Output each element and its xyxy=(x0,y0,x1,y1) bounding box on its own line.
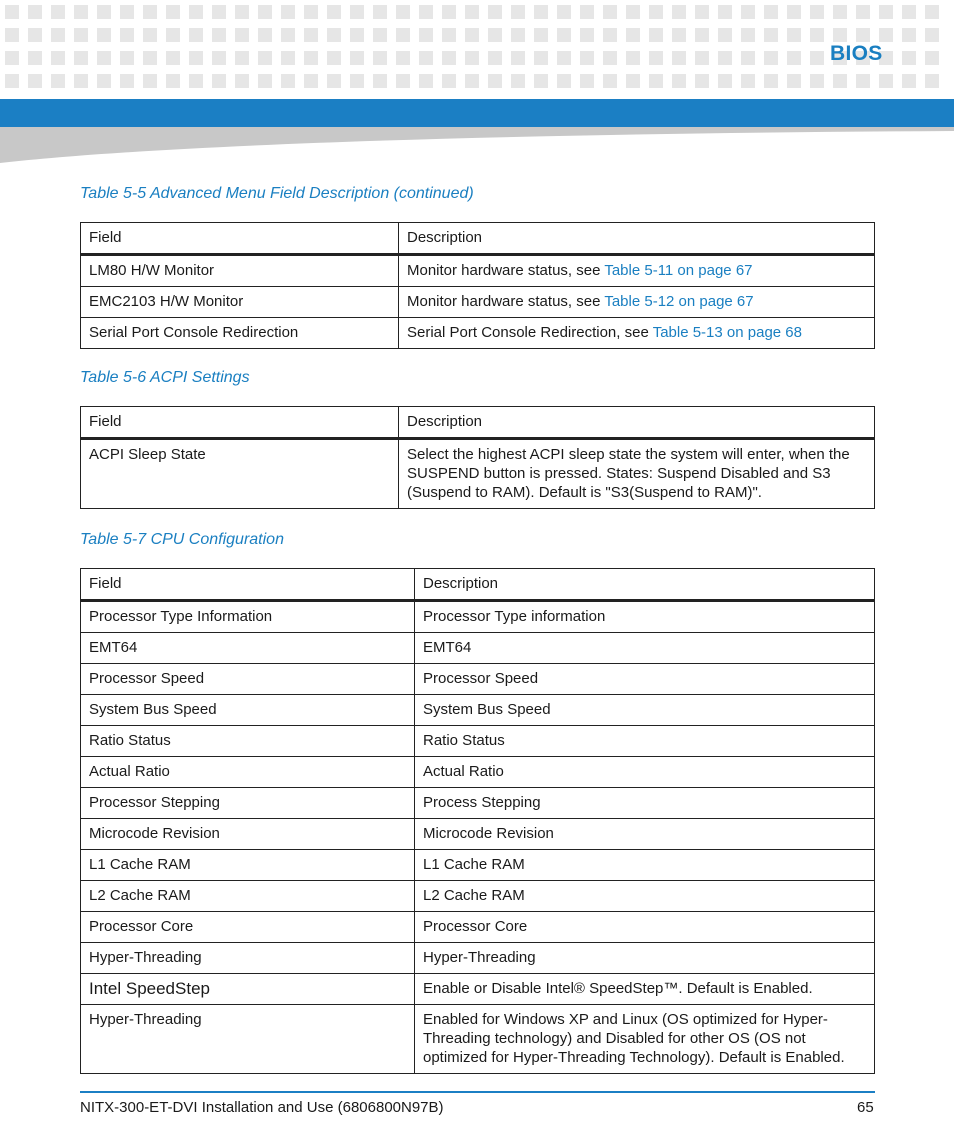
pattern-square xyxy=(580,28,594,42)
pattern-square xyxy=(212,5,226,19)
pattern-square xyxy=(166,51,180,65)
description-cell: Select the highest ACPI sleep state the system will enter, when the SUSPEND button is pressed. States: Suspend Disabled and S3 (Suspend to RAM). Default is "S3(Suspend to RAM)". xyxy=(399,439,875,509)
description-cell: Microcode Revision xyxy=(415,819,875,850)
pattern-square xyxy=(189,5,203,19)
pattern-square xyxy=(741,51,755,65)
description-cell: L1 Cache RAM xyxy=(415,850,875,881)
pattern-square xyxy=(626,51,640,65)
column-header: Field xyxy=(81,223,399,255)
pattern-square xyxy=(718,74,732,88)
pattern-square xyxy=(534,51,548,65)
pattern-square xyxy=(764,51,778,65)
pattern-square xyxy=(488,74,502,88)
field-cell: Processor Stepping xyxy=(81,788,415,819)
pattern-square xyxy=(281,28,295,42)
table-row xyxy=(81,439,875,509)
pattern-square xyxy=(373,51,387,65)
description-cell: System Bus Speed xyxy=(415,695,875,726)
header-band xyxy=(0,99,954,127)
description-cell: Actual Ratio xyxy=(415,757,875,788)
pattern-square xyxy=(442,51,456,65)
pattern-square xyxy=(97,74,111,88)
pattern-square xyxy=(787,28,801,42)
pattern-square xyxy=(695,5,709,19)
table-row xyxy=(81,974,875,1005)
field-cell: ACPI Sleep State xyxy=(81,439,399,509)
cpu-configuration-table xyxy=(80,568,875,1074)
pattern-square xyxy=(189,28,203,42)
table-caption: Table 5-5 Advanced Menu Field Description (continued) xyxy=(80,185,474,202)
footer-rule xyxy=(80,1091,875,1093)
pattern-square xyxy=(281,51,295,65)
pattern-square xyxy=(28,51,42,65)
pattern-square xyxy=(258,28,272,42)
pattern-square xyxy=(695,74,709,88)
pattern-square xyxy=(235,5,249,19)
pattern-square xyxy=(902,28,916,42)
pattern-square xyxy=(74,51,88,65)
field-cell: L2 Cache RAM xyxy=(81,881,415,912)
pattern-square xyxy=(465,28,479,42)
pattern-square xyxy=(603,51,617,65)
pattern-square xyxy=(741,74,755,88)
pattern-square xyxy=(626,5,640,19)
pattern-square xyxy=(488,51,502,65)
table-caption: Table 5-6 ACPI Settings xyxy=(80,369,250,386)
field-cell: Ratio Status xyxy=(81,726,415,757)
table-caption: Table 5-7 CPU Configuration xyxy=(80,531,284,548)
pattern-square xyxy=(649,28,663,42)
field-cell: Microcode Revision xyxy=(81,819,415,850)
pattern-square xyxy=(925,51,939,65)
pattern-square xyxy=(212,51,226,65)
pattern-square xyxy=(350,28,364,42)
pattern-square xyxy=(810,51,824,65)
pattern-square xyxy=(672,28,686,42)
description-text: Monitor hardware status, see xyxy=(407,262,605,279)
description-cell: Processor Speed xyxy=(415,664,875,695)
description-cell xyxy=(399,255,875,287)
field-cell: Processor Type Information xyxy=(81,601,415,633)
table-header-row xyxy=(81,407,875,439)
pattern-square xyxy=(235,74,249,88)
pattern-square xyxy=(741,5,755,19)
pattern-square xyxy=(833,74,847,88)
field-cell: Hyper-Threading xyxy=(81,1005,415,1074)
pattern-square xyxy=(879,5,893,19)
description-cell: Hyper-Threading xyxy=(415,943,875,974)
pattern-square xyxy=(902,51,916,65)
pattern-square xyxy=(258,5,272,19)
table-header-row xyxy=(81,569,875,601)
table-row xyxy=(81,287,875,318)
table-row xyxy=(81,318,875,349)
field-cell: EMC2103 H/W Monitor xyxy=(81,287,399,318)
pattern-square xyxy=(442,28,456,42)
pattern-square xyxy=(718,28,732,42)
pattern-square xyxy=(97,51,111,65)
pattern-square xyxy=(764,5,778,19)
pattern-square xyxy=(396,5,410,19)
field-cell: Intel SpeedStep xyxy=(81,974,415,1005)
pattern-square xyxy=(764,74,778,88)
pattern-square xyxy=(143,74,157,88)
pattern-square xyxy=(557,5,571,19)
table-row xyxy=(81,1005,875,1074)
pattern-square xyxy=(534,28,548,42)
field-cell: Actual Ratio xyxy=(81,757,415,788)
pattern-square xyxy=(281,74,295,88)
pattern-square xyxy=(741,28,755,42)
pattern-square xyxy=(925,28,939,42)
pattern-square xyxy=(373,5,387,19)
table-row xyxy=(81,601,875,633)
pattern-square xyxy=(28,5,42,19)
acpi-settings-table xyxy=(80,406,875,509)
pattern-square xyxy=(120,5,134,19)
table-row xyxy=(81,819,875,850)
pattern-square xyxy=(603,28,617,42)
column-header: Description xyxy=(399,223,875,255)
pattern-square xyxy=(764,28,778,42)
pattern-square xyxy=(672,74,686,88)
pattern-square xyxy=(5,51,19,65)
pattern-square xyxy=(787,5,801,19)
pattern-square xyxy=(327,28,341,42)
table-row xyxy=(81,726,875,757)
pattern-square xyxy=(787,51,801,65)
pattern-square xyxy=(327,74,341,88)
pattern-square xyxy=(419,51,433,65)
pattern-square xyxy=(143,28,157,42)
pattern-square xyxy=(258,74,272,88)
pattern-square xyxy=(557,28,571,42)
pattern-square xyxy=(672,51,686,65)
pattern-square xyxy=(235,51,249,65)
pattern-square xyxy=(833,28,847,42)
pattern-square xyxy=(74,28,88,42)
table-header-row xyxy=(81,223,875,255)
field-cell: Serial Port Console Redirection xyxy=(81,318,399,349)
field-cell: Processor Core xyxy=(81,912,415,943)
pattern-square xyxy=(28,28,42,42)
table-row xyxy=(81,943,875,974)
footer-document-title: NITX-300-ET-DVI Installation and Use (6806800N97B) xyxy=(80,1099,444,1116)
pattern-square xyxy=(212,74,226,88)
column-header: Field xyxy=(81,407,399,439)
pattern-square xyxy=(580,51,594,65)
pattern-square xyxy=(373,28,387,42)
description-cell: Processor Type information xyxy=(415,601,875,633)
pattern-square xyxy=(649,74,663,88)
pattern-square xyxy=(51,28,65,42)
pattern-square xyxy=(626,28,640,42)
pattern-square xyxy=(327,51,341,65)
table-row xyxy=(81,788,875,819)
pattern-square xyxy=(856,28,870,42)
pattern-square xyxy=(51,51,65,65)
description-text: Monitor hardware status, see xyxy=(407,293,605,310)
pattern-square xyxy=(695,28,709,42)
pattern-square xyxy=(304,28,318,42)
pattern-square xyxy=(189,51,203,65)
pattern-square xyxy=(189,74,203,88)
column-header: Description xyxy=(415,569,875,601)
pattern-square xyxy=(419,74,433,88)
pattern-square xyxy=(626,74,640,88)
field-cell: Hyper-Threading xyxy=(81,943,415,974)
section-title: BIOS xyxy=(830,42,883,65)
pattern-square xyxy=(281,5,295,19)
pattern-square xyxy=(856,74,870,88)
page-number: 65 xyxy=(857,1099,874,1116)
pattern-square xyxy=(120,51,134,65)
pattern-square xyxy=(465,51,479,65)
table-row xyxy=(81,695,875,726)
pattern-square xyxy=(695,51,709,65)
cross-reference-link[interactable]: Table 5-13 on page 68 xyxy=(652,324,802,341)
table-row xyxy=(81,850,875,881)
pattern-square xyxy=(511,28,525,42)
pattern-square xyxy=(465,74,479,88)
pattern-square xyxy=(166,5,180,19)
pattern-square xyxy=(97,28,111,42)
pattern-square xyxy=(74,74,88,88)
pattern-square xyxy=(856,5,870,19)
pattern-square xyxy=(488,5,502,19)
pattern-square xyxy=(833,5,847,19)
pattern-square xyxy=(925,5,939,19)
pattern-square xyxy=(718,5,732,19)
pattern-square xyxy=(28,74,42,88)
table-row xyxy=(81,255,875,287)
field-cell: Processor Speed xyxy=(81,664,415,695)
field-cell: LM80 H/W Monitor xyxy=(81,255,399,287)
pattern-square xyxy=(580,5,594,19)
pattern-square xyxy=(143,5,157,19)
pattern-square xyxy=(419,5,433,19)
pattern-square xyxy=(350,51,364,65)
description-cell: L2 Cache RAM xyxy=(415,881,875,912)
description-cell xyxy=(399,318,875,349)
pattern-square xyxy=(810,28,824,42)
pattern-square xyxy=(327,5,341,19)
pattern-square xyxy=(373,74,387,88)
pattern-square xyxy=(718,51,732,65)
pattern-square xyxy=(879,28,893,42)
pattern-square xyxy=(603,5,617,19)
pattern-square xyxy=(304,74,318,88)
header-swoosh xyxy=(0,127,954,163)
pattern-square xyxy=(235,28,249,42)
pattern-square xyxy=(350,5,364,19)
table-row xyxy=(81,757,875,788)
pattern-square xyxy=(419,28,433,42)
pattern-square xyxy=(879,74,893,88)
pattern-square xyxy=(5,5,19,19)
pattern-square xyxy=(511,5,525,19)
pattern-square xyxy=(925,74,939,88)
pattern-square xyxy=(511,51,525,65)
table-row xyxy=(81,633,875,664)
pattern-square xyxy=(120,28,134,42)
pattern-square xyxy=(166,74,180,88)
pattern-square xyxy=(5,74,19,88)
pattern-square xyxy=(557,74,571,88)
pattern-square xyxy=(810,5,824,19)
description-text: Serial Port Console Redirection, see xyxy=(407,324,653,341)
pattern-square xyxy=(672,5,686,19)
pattern-square xyxy=(396,28,410,42)
pattern-square xyxy=(649,5,663,19)
pattern-square xyxy=(557,51,571,65)
pattern-square xyxy=(120,74,134,88)
column-header: Field xyxy=(81,569,415,601)
description-cell: Enabled for Windows XP and Linux (OS optimized for Hyper-Threading technology) and Disabled for other OS (OS not optimized for Hyper-Threading Technology). Default is Enabled. xyxy=(415,1005,875,1074)
cross-reference-link[interactable]: Table 5-12 on page 67 xyxy=(604,293,754,310)
description-cell: Processor Core xyxy=(415,912,875,943)
pattern-square xyxy=(603,74,617,88)
pattern-square xyxy=(97,5,111,19)
pattern-square xyxy=(511,74,525,88)
pattern-square xyxy=(442,5,456,19)
description-cell xyxy=(399,287,875,318)
pattern-square xyxy=(396,51,410,65)
pattern-square xyxy=(810,74,824,88)
column-header: Description xyxy=(399,407,875,439)
field-cell: EMT64 xyxy=(81,633,415,664)
advanced-menu-table xyxy=(80,222,875,349)
pattern-square xyxy=(902,74,916,88)
pattern-square xyxy=(902,5,916,19)
pattern-square xyxy=(166,28,180,42)
table-row xyxy=(81,881,875,912)
pattern-square xyxy=(74,5,88,19)
pattern-square xyxy=(212,28,226,42)
pattern-square xyxy=(51,74,65,88)
pattern-square xyxy=(304,51,318,65)
pattern-square xyxy=(488,28,502,42)
description-cell: EMT64 xyxy=(415,633,875,664)
pattern-square xyxy=(465,5,479,19)
pattern-square xyxy=(258,51,272,65)
pattern-square xyxy=(442,74,456,88)
pattern-square xyxy=(534,5,548,19)
pattern-square xyxy=(143,51,157,65)
table-row xyxy=(81,912,875,943)
description-cell: Ratio Status xyxy=(415,726,875,757)
header-pattern xyxy=(0,0,954,100)
pattern-square xyxy=(5,28,19,42)
pattern-square xyxy=(649,51,663,65)
pattern-square xyxy=(396,74,410,88)
description-cell: Process Stepping xyxy=(415,788,875,819)
cross-reference-link[interactable]: Table 5-11 on page 67 xyxy=(604,262,753,279)
pattern-square xyxy=(787,74,801,88)
table-row xyxy=(81,664,875,695)
description-cell: Enable or Disable Intel® SpeedStep™. Default is Enabled. xyxy=(415,974,875,1005)
field-cell: System Bus Speed xyxy=(81,695,415,726)
pattern-square xyxy=(304,5,318,19)
pattern-square xyxy=(350,74,364,88)
pattern-square xyxy=(534,74,548,88)
pattern-square xyxy=(51,5,65,19)
field-cell: L1 Cache RAM xyxy=(81,850,415,881)
pattern-square xyxy=(580,74,594,88)
